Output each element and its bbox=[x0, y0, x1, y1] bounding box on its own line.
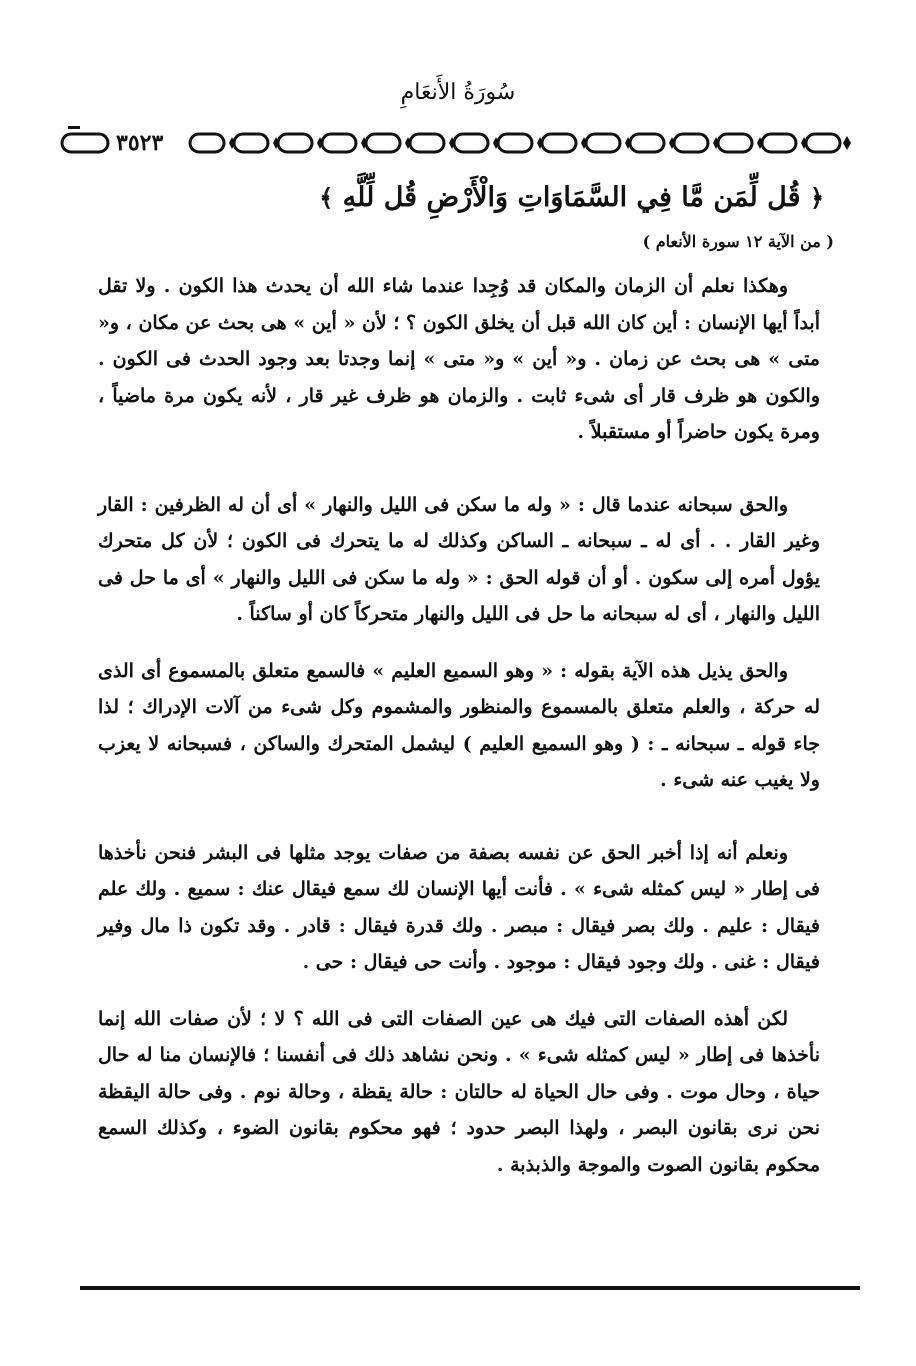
verse-reference: ( من الآية ١٢ سورة الأنعام ) bbox=[642, 232, 834, 251]
paragraph: ونعلم أنه إذا أخبر الحق عن نفسه بصفة من صفات يوجد مثلها فى البشر فنحن نأخذها فى إطار « ليس كمثله شىء » . فأنت أيها الإنسان لك سمع فيقال عنك : سميع . ولك علم فيقال : عليم . ولك بصر فيقال : مبصر . ولك قدرة فيقال : قادر . وقد تكون ذا مال وفير فيقال : غنى . ولك وجود فيقال : موجود . وأنت حى فيقال : حى . bbox=[98, 841, 820, 973]
page-number: ٣٥٢٣ bbox=[112, 126, 167, 160]
paragraph: لكن أهذه الصفات التى فيك هى عين الصفات التى فى الله ؟ لا ؛ لأن صفات الله إنما نأخذها فى إطار « ليس كمثله شىء » . ونحن نشاهد ذلك فى أنفسنا ؛ فالإنسان منا له حال حياة ، وحال موت . وفى حال الحياة له حالتان : حالة يقظة ، وحالة نوم . وفى حالة اليقظة نحن نرى بقانون البصر ، ولهذا البصر حدود ؛ فهو محكوم بقانون الضوء ، وكذلك السمع محكوم بقانون الصوت والموجة والذبذبة . bbox=[98, 1007, 820, 1176]
quran-verse bbox=[104, 170, 824, 226]
surah-title: سُورَةُ الأَنعَامِ bbox=[400, 80, 516, 105]
paragraph: والحق يذيل هذه الآية بقوله : « وهو السميع العليم » فالسمع متعلق بالمسموع أى الذى له حركة ، والعلم متعلق بالمسموع والمنظور والمشموم وكل شىء من آلات الإدراك ؛ لذا جاء قوله ـ سبحانه ـ : ( وهو السميع العليم ) ليشمل المتحرك والساكن ، فسبحانه لا يعزب ولا يغيب عنه شىء . bbox=[98, 659, 820, 791]
verse-text: قُل لِّمَن مَّا فِي السَّمَاوَاتِ وَالْأَرْضِ قُل لِّلَّهِ bbox=[342, 182, 801, 213]
commentary-body bbox=[98, 268, 820, 1183]
paragraph: وهكذا نعلم أن الزمان والمكان قد وُجِدا عندما شاء الله أن يحدث هذا الكون . ولا تقل أبداً أيها الإنسان : أين كان الله قبل أن يخلق الكون ؟ ؛ لأن « أين » هى بحث عن مكان ، و« متى » هى بحث عن زمان . و« أين » و« متى » إنما وجدتا بعد وجود الحدث فى الكون . والكون هو ظرف قار أى شىء ثابت . والزمان هو ظرف غير قار ، لأنه يكون مرة ماضياً ، ومرة يكون حاضراً أو مستقبلاً . bbox=[98, 275, 820, 443]
paragraph: والحق سبحانه عندما قال : « وله ما سكن فى الليل والنهار » أى أن له الظرفين : القار وغير القار . . أى له ـ سبحانه ـ الساكن وكذلك له ما يتحرك فى الكون ؛ لأن كل متحرك يؤول أمره إلى سكون . أو أن قوله الحق : « وله ما سكن فى الليل والنهار » أى ما حل فى الليل والنهار ، أى له سبحانه ما حل فى الليل والنهار متحركاً كان أو ساكناً . bbox=[98, 493, 820, 625]
bottom-rule bbox=[80, 1286, 860, 1290]
verse-close-bracket: ﴾ bbox=[319, 183, 334, 212]
verse-open-bracket: ﴿ bbox=[809, 183, 824, 212]
ornament-border-bar bbox=[60, 126, 860, 160]
